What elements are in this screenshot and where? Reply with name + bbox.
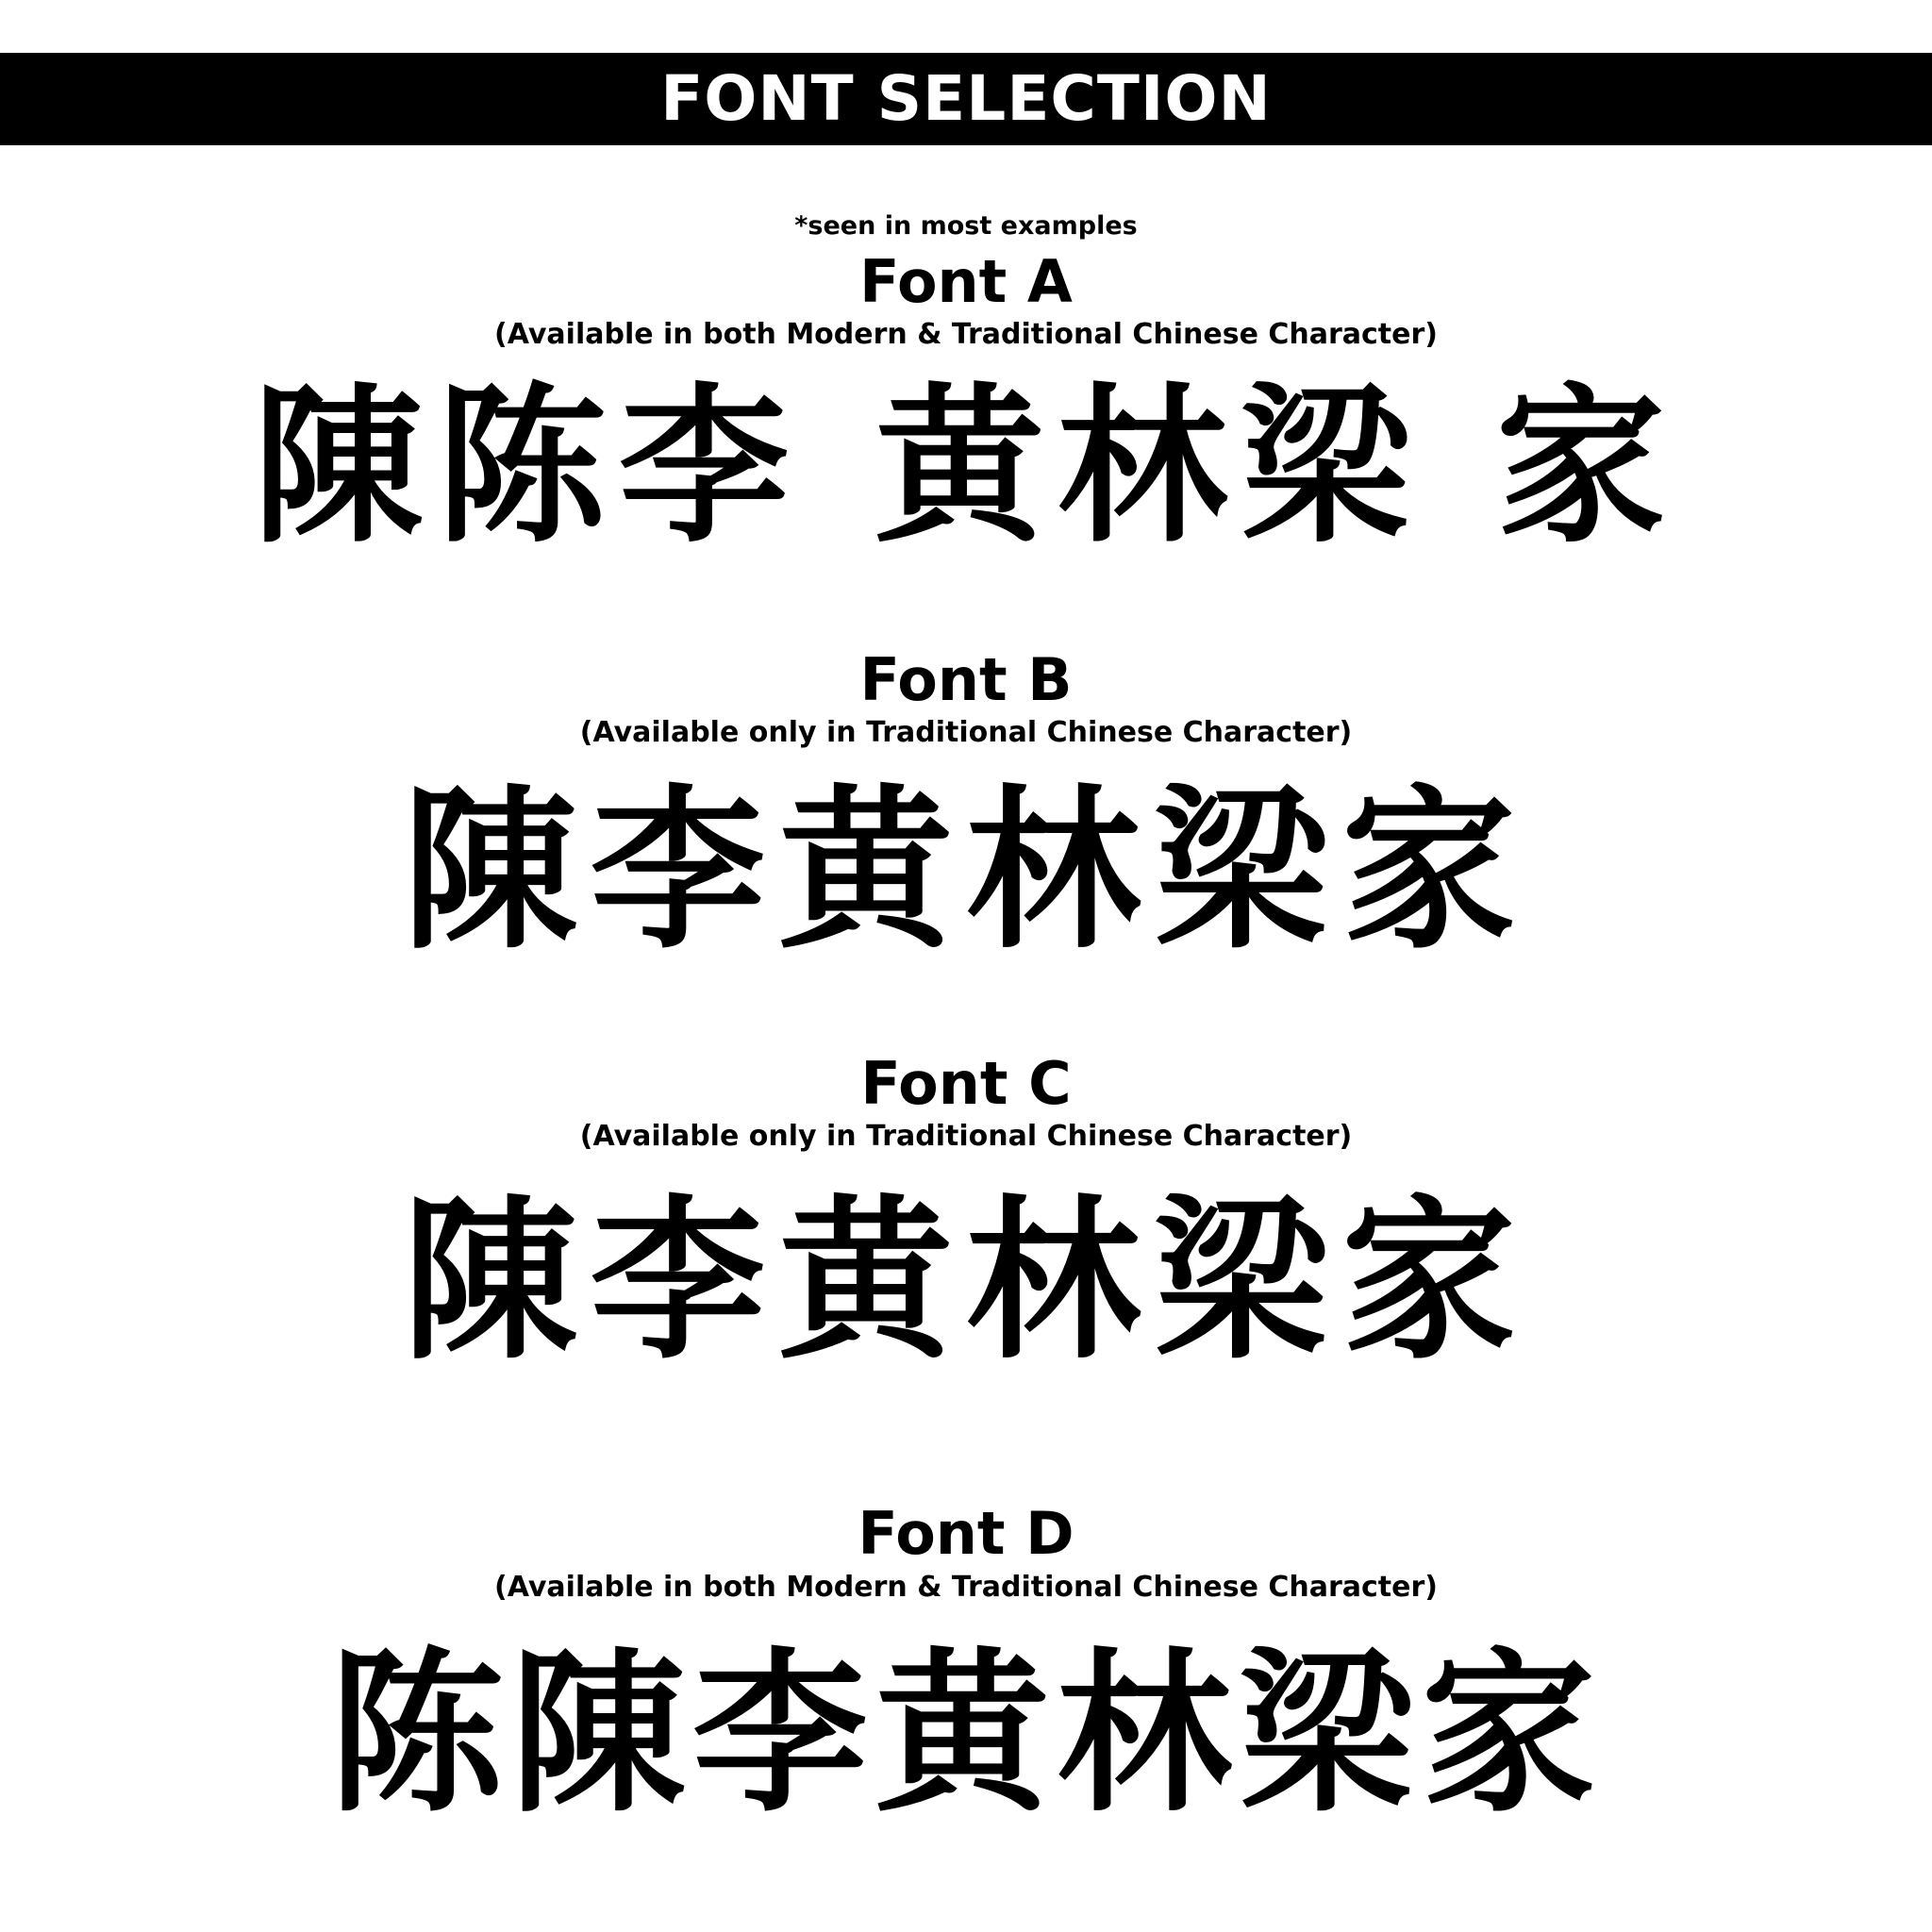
font-a-title: Font A [859, 247, 1073, 316]
font-a-subtitle: (Available in both Modern & Traditional Chinese Character) [494, 318, 1438, 351]
note-text: *seen in most examples [794, 211, 1138, 241]
font-b-title: Font B [859, 645, 1073, 714]
font-c-title: Font C [860, 1049, 1072, 1118]
page-title: FONT SELECTION [660, 62, 1272, 135]
font-a-sample: 陳陈李 黄林梁 家 [253, 367, 1679, 566]
font-d-subtitle: (Available in both Modern & Traditional Chinese Character) [494, 1571, 1438, 1604]
font-b-subtitle: (Available only in Traditional Chinese Character) [579, 716, 1353, 749]
header-bar [0, 53, 1932, 145]
font-d-sample: 陈陳李黄林梁家 [328, 1630, 1604, 1836]
font-c-subtitle: (Available only in Traditional Chinese Character) [579, 1120, 1353, 1153]
font-b-sample: 陳李黄林梁家 [403, 767, 1529, 973]
font-c-sample: 陳李黄林梁家 [403, 1177, 1529, 1383]
font-d-title: Font D [858, 1499, 1074, 1568]
